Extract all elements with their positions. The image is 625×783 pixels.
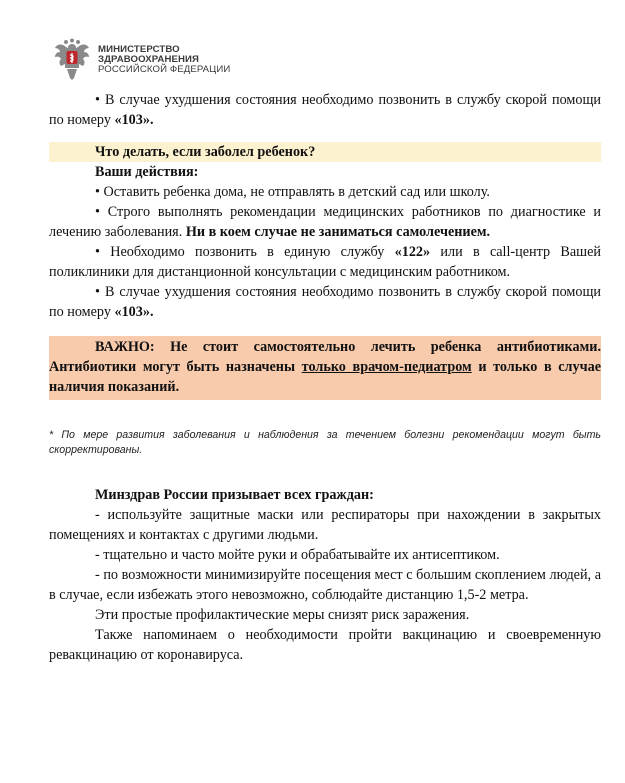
- child-item-3-post: или в call-центр Вашей поликлиники для дистанционной консультации с медицинским работником.: [49, 244, 601, 280]
- important-post: и только в случае наличия показаний.: [49, 359, 602, 395]
- logo-line-3: РОССИЙСКОЙ ФЕДЕРАЦИИ: [98, 64, 231, 75]
- child-section-subtitle: [49, 162, 601, 182]
- child-item-4-text: • В случае ухудшения состояния необходимо позвонить в службу скорой помощи по номеру: [49, 284, 601, 320]
- child-item-2-text: • Строго выполнять рекомендации медицинских работников по диагностике и лечению заболевания.: [49, 204, 601, 240]
- ministry-section-title: [49, 485, 601, 505]
- child-section-title-text: Что делать, если заболел ребенок?: [95, 144, 316, 160]
- logo-line-1: МИНИСТЕРСТВО: [98, 44, 180, 55]
- logo-text: [98, 45, 230, 75]
- ministry-item-masks: - используйте защитные маски или респираторы при нахождении в закрытых помещениях и контактах с другими людьми.: [49, 507, 601, 543]
- child-item-call-122: [49, 242, 601, 282]
- ministry-paragraph-measures: Эти простые профилактические меры снизят риск заражения.: [95, 607, 470, 623]
- logo-line-2: ЗДРАВООХРАНЕНИЯ: [98, 54, 200, 65]
- top-item-text: • В случае ухудшения состояния необходимо позвонить в службу скорой помощи по номеру: [49, 92, 601, 128]
- document-content: [49, 90, 601, 665]
- ministry-paragraph-vaccination: Также напоминаем о необходимости пройти вакцинацию и своевременную ревакцинацию от коронавируса.: [49, 627, 601, 663]
- top-item-number: «103».: [114, 112, 154, 128]
- ministry-item-distance: - по возможности минимизируйте посещения мест с большим скоплением людей, а в случае, если избежать этого невозможно, соблюдайте дистанцию 1,5-2 метра.: [49, 567, 601, 603]
- child-item-follow-recommendations: [49, 202, 601, 242]
- ministry-logo: [52, 38, 230, 82]
- ministry-item-wash-hands: - тщательно и часто мойте руки и обрабатывайте их антисептиком.: [95, 547, 500, 563]
- ministry-section-title-text: Минздрав России призывает всех граждан:: [95, 487, 374, 503]
- child-section-title: [49, 142, 601, 162]
- child-item-call-103: [49, 282, 601, 322]
- important-underlined: только врачом-педиатром: [301, 359, 472, 375]
- footnote: * По мере развития заболевания и наблюдения за течением болезни рекомендации могут быть скорректированы.: [49, 429, 601, 456]
- child-item-stay-home: • Оставить ребенка дома, не отправлять в детский сад или школу.: [95, 184, 490, 200]
- double-headed-eagle-emblem-icon: [52, 38, 92, 82]
- child-item-3-pre: • Необходимо позвонить в единую службу: [95, 244, 395, 260]
- important-pre: ВАЖНО: Не стоит самостоятельно лечить ребенка антибиотиками. Антибиотики могут быть назначены: [49, 339, 601, 375]
- child-item-4-number: «103».: [114, 304, 154, 320]
- child-section-subtitle-text: Ваши действия:: [95, 164, 199, 180]
- important-notice: [49, 336, 601, 400]
- ministry-section: [49, 485, 601, 665]
- top-call-103-item: [49, 90, 601, 130]
- child-item-2-bold: Ни в коем случае не заниматься самолечением.: [185, 224, 491, 240]
- child-item-3-number: «122»: [394, 244, 431, 260]
